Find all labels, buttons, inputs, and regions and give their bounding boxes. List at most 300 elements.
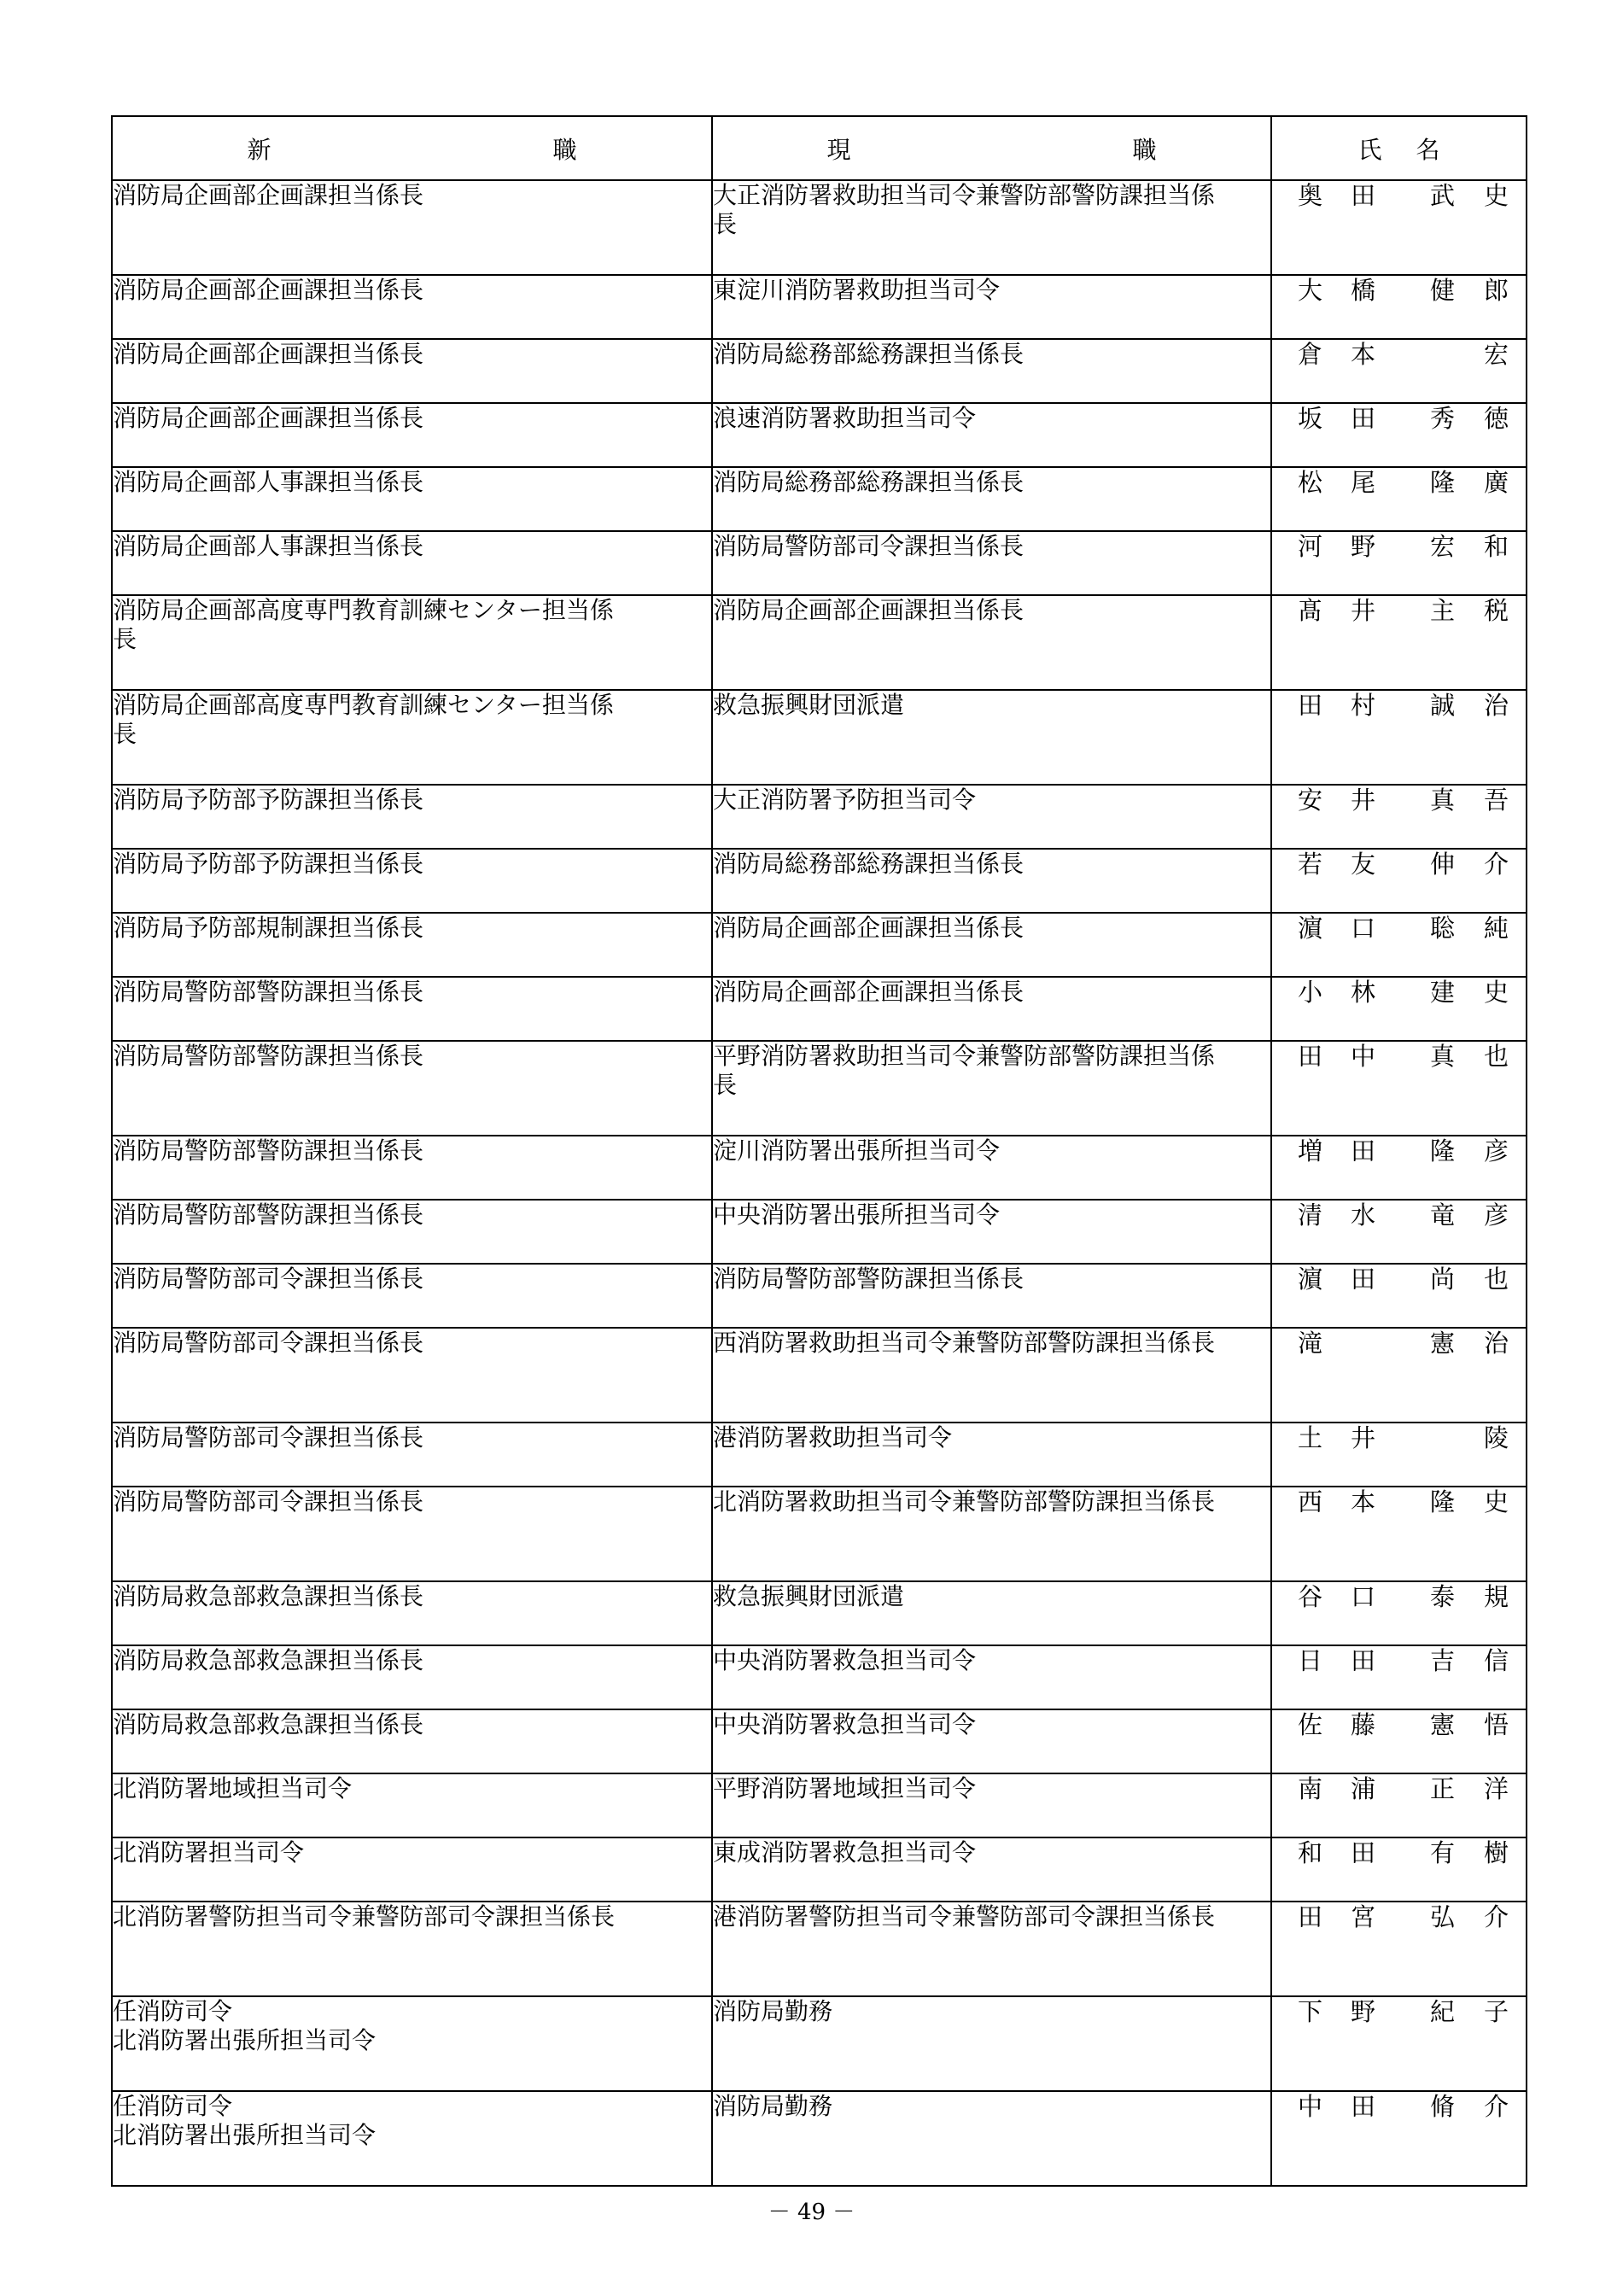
new-position-cell-line: 北消防署警防担当司令兼警防部司令課担当係長 <box>113 1902 616 1931</box>
current-position-cell-line: 大正消防署予防担当司令 <box>713 786 977 814</box>
current-position-cell <box>712 531 1271 595</box>
new-position-cell-line: 消防局警防部司令課担当係長 <box>113 1487 424 1516</box>
name-char: 田 <box>1298 1902 1323 1931</box>
name-char: 宏 <box>1430 532 1456 561</box>
person-name <box>1272 786 1526 815</box>
new-position-cell-line: 消防局企画部高度専門教育訓練センター担当係 <box>113 596 614 624</box>
name-char: 倉 <box>1298 340 1323 369</box>
person-name-cell <box>1271 1645 1527 1709</box>
person-name <box>1272 914 1526 943</box>
name-char: 藤 <box>1351 1710 1376 1739</box>
current-position-cell <box>712 1773 1271 1837</box>
table-row <box>112 1264 1527 1328</box>
current-position-cell-line: 消防局企画部企画課担当係長 <box>713 978 1025 1006</box>
name-char: 隆 <box>1430 1136 1456 1166</box>
name-char: 中 <box>1351 1042 1376 1071</box>
person-name-cell <box>1271 2091 1527 2186</box>
name-char: 竜 <box>1430 1201 1456 1230</box>
name-char: 河 <box>1298 532 1323 561</box>
name-char: 隆 <box>1430 468 1456 497</box>
person-name-cell <box>1271 1709 1527 1773</box>
person-name <box>1272 532 1526 561</box>
person-name <box>1272 404 1526 433</box>
person-name <box>1272 468 1526 497</box>
current-position-cell <box>712 339 1271 403</box>
name-char: 信 <box>1484 1646 1509 1675</box>
name-char: 彦 <box>1484 1201 1509 1230</box>
name-char: 橋 <box>1351 276 1376 305</box>
name-char: 介 <box>1484 2092 1509 2121</box>
new-position-cell-line: 消防局企画部企画課担当係長 <box>113 276 424 304</box>
name-char: 野 <box>1351 532 1376 561</box>
header-new-a: 新 <box>247 135 271 164</box>
current-position-cell-line: 西消防署救助担当司令兼警防部警防課担当係長 <box>713 1329 1216 1357</box>
person-name-cell <box>1271 1328 1527 1423</box>
table-row <box>112 1200 1527 1264</box>
new-position-cell <box>112 1487 712 1581</box>
current-position-cell-line: 平野消防署救助担当司令兼警防部警防課担当係 <box>713 1042 1216 1070</box>
name-char: 坂 <box>1298 404 1323 433</box>
name-char: 和 <box>1484 532 1509 561</box>
name-char: 真 <box>1430 786 1456 815</box>
person-name <box>1272 1136 1526 1166</box>
new-position-cell-line: 消防局救急部救急課担当係長 <box>113 1582 424 1610</box>
new-position-cell <box>112 339 712 403</box>
table-row <box>112 1837 1527 1902</box>
current-position-cell-line: 中央消防署救急担当司令 <box>713 1710 977 1738</box>
person-name <box>1272 1265 1526 1294</box>
person-name <box>1272 2092 1526 2121</box>
name-char: 弘 <box>1430 1902 1456 1931</box>
new-position-cell <box>112 1423 712 1487</box>
person-name <box>1272 1423 1526 1452</box>
new-position-cell <box>112 1581 712 1645</box>
name-char: 浦 <box>1351 1774 1376 1803</box>
table-row <box>112 1136 1527 1200</box>
person-name-cell <box>1271 1773 1527 1837</box>
person-name <box>1272 596 1526 625</box>
person-name <box>1272 850 1526 879</box>
name-char: 田 <box>1351 2092 1376 2121</box>
name-char: 健 <box>1430 276 1456 305</box>
name-char: 本 <box>1351 340 1376 369</box>
name-char: 濵 <box>1298 1265 1323 1294</box>
current-position-cell-line: 中央消防署出張所担当司令 <box>713 1201 1001 1229</box>
new-position-cell <box>112 531 712 595</box>
person-name-cell <box>1271 531 1527 595</box>
current-position-cell <box>712 1996 1271 2091</box>
new-position-cell-line: 消防局企画部企画課担当係長 <box>113 181 424 209</box>
name-char: 南 <box>1298 1774 1323 1803</box>
name-char: 彦 <box>1484 1136 1509 1166</box>
person-name-cell <box>1271 977 1527 1041</box>
current-position-cell-line: 消防局総務部総務課担当係長 <box>713 468 1025 496</box>
name-char: 井 <box>1351 1423 1376 1452</box>
header-name <box>1271 116 1527 180</box>
current-position-cell-line: 長 <box>713 1071 738 1099</box>
table-row <box>112 467 1527 531</box>
new-position-cell-line: 消防局企画部人事課担当係長 <box>113 532 424 560</box>
name-char: 脩 <box>1430 2092 1456 2121</box>
new-position-cell-line: 消防局企画部高度専門教育訓練センター担当係 <box>113 691 614 719</box>
name-char: 悟 <box>1484 1710 1509 1739</box>
new-position-cell-line: 消防局警防部司令課担当係長 <box>113 1329 424 1357</box>
current-position-cell-line: 消防局企画部企画課担当係長 <box>713 914 1025 942</box>
header-row <box>112 116 1527 180</box>
table-row <box>112 913 1527 977</box>
new-position-cell-line: 消防局救急部救急課担当係長 <box>113 1646 424 1674</box>
new-position-cell <box>112 595 712 690</box>
person-name-cell <box>1271 1264 1527 1328</box>
new-position-cell <box>112 785 712 849</box>
name-char: 田 <box>1351 404 1376 433</box>
name-char: 濵 <box>1298 914 1323 943</box>
header-name-b: 名 <box>1416 135 1440 164</box>
name-char: 有 <box>1430 1838 1456 1867</box>
name-char: 吾 <box>1484 786 1509 815</box>
current-position-cell <box>712 403 1271 467</box>
current-position-cell-line: 消防局勤務 <box>713 2092 833 2120</box>
name-char: 泰 <box>1430 1582 1456 1611</box>
current-position-cell <box>712 1902 1271 1996</box>
current-position-cell-line: 中央消防署救急担当司令 <box>713 1646 977 1674</box>
person-name <box>1272 1838 1526 1867</box>
person-name-cell <box>1271 1423 1527 1487</box>
table-row <box>112 595 1527 690</box>
current-position-cell-line: 消防局勤務 <box>713 1997 833 2025</box>
person-name-cell <box>1271 467 1527 531</box>
current-position-cell <box>712 1645 1271 1709</box>
current-position-cell <box>712 1581 1271 1645</box>
name-char: 田 <box>1351 1136 1376 1166</box>
new-position-cell <box>112 913 712 977</box>
table-row <box>112 1423 1527 1487</box>
person-name-cell <box>1271 1487 1527 1581</box>
new-position-cell <box>112 1996 712 2091</box>
name-char: 郎 <box>1484 276 1509 305</box>
new-position-cell-line: 消防局警防部司令課担当係長 <box>113 1423 424 1452</box>
name-char: 純 <box>1484 914 1509 943</box>
person-name <box>1272 276 1526 305</box>
person-name-cell <box>1271 1581 1527 1645</box>
name-char: 松 <box>1298 468 1323 497</box>
person-name-cell <box>1271 595 1527 690</box>
current-position-cell-line: 東成消防署救急担当司令 <box>713 1838 977 1867</box>
name-char: 田 <box>1351 1838 1376 1867</box>
name-char: 史 <box>1484 181 1509 210</box>
new-position-cell-line: 北消防署地域担当司令 <box>113 1774 353 1802</box>
name-char: 井 <box>1351 786 1376 815</box>
person-name-cell <box>1271 849 1527 913</box>
current-position-cell-line: 消防局警防部司令課担当係長 <box>713 532 1025 560</box>
name-char: 洋 <box>1484 1774 1509 1803</box>
name-char: 史 <box>1484 1487 1509 1516</box>
page-number: － 49 － <box>768 2200 855 2225</box>
header-name-a: 氏 <box>1357 135 1382 164</box>
new-position-cell <box>112 1773 712 1837</box>
person-name-cell <box>1271 1837 1527 1902</box>
new-position-cell-line: 消防局警防部警防課担当係長 <box>113 1042 424 1070</box>
current-position-cell <box>712 690 1271 785</box>
new-position-cell-line: 消防局企画部人事課担当係長 <box>113 468 424 496</box>
name-char: 真 <box>1430 1042 1456 1071</box>
person-name-cell <box>1271 785 1527 849</box>
person-name-cell <box>1271 690 1527 785</box>
name-char: 大 <box>1298 276 1323 305</box>
new-position-cell-line: 消防局予防部予防課担当係長 <box>113 786 424 814</box>
current-position-cell-line: 大正消防署救助担当司令兼警防部警防課担当係 <box>713 181 1216 209</box>
name-char: 憲 <box>1430 1329 1456 1358</box>
table-row <box>112 1773 1527 1837</box>
table-row <box>112 849 1527 913</box>
name-char: 規 <box>1484 1582 1509 1611</box>
new-position-cell <box>112 690 712 785</box>
current-position-cell <box>712 1328 1271 1423</box>
name-char: 憲 <box>1430 1710 1456 1739</box>
current-position-cell <box>712 2091 1271 2186</box>
current-position-cell <box>712 849 1271 913</box>
current-position-cell-line: 北消防署救助担当司令兼警防部警防課担当係長 <box>713 1487 1216 1516</box>
new-position-cell <box>112 849 712 913</box>
current-position-cell <box>712 1136 1271 1200</box>
name-char: 陵 <box>1484 1423 1509 1452</box>
name-char: 村 <box>1351 691 1376 720</box>
header-new-position <box>112 116 712 180</box>
person-name-cell <box>1271 1902 1527 1996</box>
name-char: 奥 <box>1298 181 1323 210</box>
name-char: 宏 <box>1484 340 1509 369</box>
new-position-cell-line: 消防局予防部規制課担当係長 <box>113 914 424 942</box>
person-name <box>1272 340 1526 369</box>
name-char: 子 <box>1484 1997 1509 2026</box>
name-char: 林 <box>1351 978 1376 1007</box>
name-char: 樹 <box>1484 1838 1509 1867</box>
current-position-cell-line: 消防局総務部総務課担当係長 <box>713 850 1025 878</box>
name-char: 本 <box>1351 1487 1376 1516</box>
new-position-cell <box>112 1328 712 1423</box>
person-name-cell <box>1271 913 1527 977</box>
person-name <box>1272 1646 1526 1675</box>
name-char: 紀 <box>1430 1997 1456 2026</box>
new-position-cell <box>112 2091 712 2186</box>
table-row <box>112 1328 1527 1423</box>
table-row <box>112 1645 1527 1709</box>
name-char: 下 <box>1298 1997 1323 2026</box>
table-row <box>112 403 1527 467</box>
table-row <box>112 180 1527 275</box>
name-char: 聡 <box>1430 914 1456 943</box>
table-row <box>112 275 1527 339</box>
person-name-cell <box>1271 1996 1527 2091</box>
new-position-cell <box>112 1837 712 1902</box>
name-char: 介 <box>1484 850 1509 879</box>
current-position-cell <box>712 785 1271 849</box>
current-position-cell-line: 消防局警防部警防課担当係長 <box>713 1265 1025 1293</box>
name-char: 西 <box>1298 1487 1323 1516</box>
current-position-cell <box>712 1709 1271 1773</box>
name-char: 友 <box>1351 850 1376 879</box>
new-position-cell <box>112 1902 712 1996</box>
person-name <box>1272 1487 1526 1516</box>
table-row <box>112 531 1527 595</box>
name-char: 税 <box>1484 596 1509 625</box>
table-row <box>112 977 1527 1041</box>
person-name <box>1272 1902 1526 1931</box>
name-char: 安 <box>1298 786 1323 815</box>
table-row <box>112 339 1527 403</box>
person-name <box>1272 181 1526 210</box>
current-position-cell <box>712 467 1271 531</box>
current-position-cell <box>712 1487 1271 1581</box>
name-char: 田 <box>1298 1042 1323 1071</box>
new-position-cell-line: 消防局警防部司令課担当係長 <box>113 1265 424 1293</box>
new-position-cell <box>112 1041 712 1136</box>
person-name-cell <box>1271 1136 1527 1200</box>
name-char: 也 <box>1484 1265 1509 1294</box>
name-char: 口 <box>1351 914 1376 943</box>
name-char: 田 <box>1351 1646 1376 1675</box>
new-position-cell-line: 消防局企画部企画課担当係長 <box>113 340 424 368</box>
new-position-cell-line: 長 <box>113 720 137 748</box>
name-char: 日 <box>1298 1646 1323 1675</box>
new-position-cell <box>112 1264 712 1328</box>
person-name <box>1272 1042 1526 1071</box>
name-char: 建 <box>1430 978 1456 1007</box>
name-char: 口 <box>1351 1582 1376 1611</box>
name-char: 尚 <box>1430 1265 1456 1294</box>
new-position-cell-line: 長 <box>113 625 137 653</box>
new-position-cell <box>112 403 712 467</box>
name-char: 田 <box>1351 1265 1376 1294</box>
header-cur-a: 現 <box>826 135 851 164</box>
new-position-cell <box>112 1645 712 1709</box>
person-name <box>1272 691 1526 720</box>
table-row <box>112 1709 1527 1773</box>
person-name <box>1272 1582 1526 1611</box>
name-char: 髙 <box>1298 596 1323 625</box>
current-position-cell-line: 救急振興財団派遣 <box>713 691 905 719</box>
name-char: 史 <box>1484 978 1509 1007</box>
name-char: 清 <box>1298 1201 1323 1230</box>
name-char: 佐 <box>1298 1710 1323 1739</box>
new-position-cell <box>112 977 712 1041</box>
name-char: 谷 <box>1298 1582 1323 1611</box>
new-position-cell <box>112 467 712 531</box>
current-position-cell-line: 消防局企画部企画課担当係長 <box>713 596 1025 624</box>
current-position-cell <box>712 180 1271 275</box>
person-name-cell <box>1271 275 1527 339</box>
person-name-cell <box>1271 1200 1527 1264</box>
person-name <box>1272 1774 1526 1803</box>
table-row <box>112 1487 1527 1581</box>
table-row <box>112 1041 1527 1136</box>
name-char: 土 <box>1298 1423 1323 1452</box>
personnel-table <box>111 115 1527 2187</box>
new-position-cell-line: 消防局救急部救急課担当係長 <box>113 1710 424 1738</box>
name-char: 田 <box>1351 181 1376 210</box>
person-name-cell <box>1271 403 1527 467</box>
name-char: 水 <box>1351 1201 1376 1230</box>
table-body <box>112 180 1527 2186</box>
current-position-cell-line: 東淀川消防署救助担当司令 <box>713 276 1001 304</box>
name-char: 隆 <box>1430 1487 1456 1516</box>
name-char: 増 <box>1298 1136 1323 1166</box>
person-name <box>1272 1329 1526 1358</box>
table-row <box>112 2091 1527 2186</box>
new-position-cell-line: 北消防署出張所担当司令 <box>113 2121 377 2149</box>
new-position-cell <box>112 1136 712 1200</box>
person-name <box>1272 1201 1526 1230</box>
person-name-cell <box>1271 180 1527 275</box>
name-char: 尾 <box>1351 468 1376 497</box>
name-char: 滝 <box>1298 1329 1323 1358</box>
name-char: 主 <box>1430 596 1456 625</box>
person-name <box>1272 1710 1526 1739</box>
new-position-cell-line: 任消防司令 <box>113 2092 233 2120</box>
current-position-cell-line: 港消防署警防担当司令兼警防部司令課担当係長 <box>713 1902 1216 1931</box>
table-row <box>112 1996 1527 2091</box>
current-position-cell-line: 平野消防署地域担当司令 <box>713 1774 977 1802</box>
current-position-cell-line: 浪速消防署救助担当司令 <box>713 404 977 432</box>
current-position-cell <box>712 977 1271 1041</box>
name-char: 治 <box>1484 691 1509 720</box>
name-char: 小 <box>1298 978 1323 1007</box>
current-position-cell-line: 救急振興財団派遣 <box>713 1582 905 1610</box>
name-char: 中 <box>1298 2092 1323 2121</box>
header-new-b: 職 <box>552 135 577 164</box>
current-position-cell <box>712 1837 1271 1902</box>
name-char: 廣 <box>1484 468 1509 497</box>
name-char: 介 <box>1484 1902 1509 1931</box>
new-position-cell-line: 北消防署担当司令 <box>113 1838 305 1867</box>
current-position-cell <box>712 1264 1271 1328</box>
new-position-cell-line: 北消防署出張所担当司令 <box>113 2026 377 2054</box>
name-char: 伸 <box>1430 850 1456 879</box>
name-char: 武 <box>1430 181 1456 210</box>
name-char: 徳 <box>1484 404 1509 433</box>
current-position-cell <box>712 275 1271 339</box>
name-char: 治 <box>1484 1329 1509 1358</box>
name-char: 吉 <box>1430 1646 1456 1675</box>
current-position-cell <box>712 1041 1271 1136</box>
name-char: 田 <box>1298 691 1323 720</box>
name-char: 井 <box>1351 596 1376 625</box>
new-position-cell-line: 消防局企画部企画課担当係長 <box>113 404 424 432</box>
current-position-cell-line: 淀川消防署出張所担当司令 <box>713 1136 1001 1165</box>
name-char: 正 <box>1430 1774 1456 1803</box>
current-position-cell-line: 消防局総務部総務課担当係長 <box>713 340 1025 368</box>
table-row <box>112 690 1527 785</box>
name-char: 誠 <box>1430 691 1456 720</box>
name-char: 野 <box>1351 1997 1376 2026</box>
new-position-cell-line: 消防局警防部警防課担当係長 <box>113 1201 424 1229</box>
new-position-cell-line: 消防局警防部警防課担当係長 <box>113 978 424 1006</box>
new-position-cell <box>112 1200 712 1264</box>
current-position-cell <box>712 913 1271 977</box>
current-position-cell <box>712 595 1271 690</box>
table-row <box>112 1902 1527 1996</box>
new-position-cell-line: 任消防司令 <box>113 1997 233 2025</box>
person-name <box>1272 1997 1526 2026</box>
new-position-cell <box>112 1709 712 1773</box>
name-char: 秀 <box>1430 404 1456 433</box>
header-cur-b: 職 <box>1132 135 1157 164</box>
name-char: 若 <box>1298 850 1323 879</box>
name-char: 宮 <box>1351 1902 1376 1931</box>
name-char: 和 <box>1298 1838 1323 1867</box>
person-name-cell <box>1271 1041 1527 1136</box>
person-name-cell <box>1271 339 1527 403</box>
